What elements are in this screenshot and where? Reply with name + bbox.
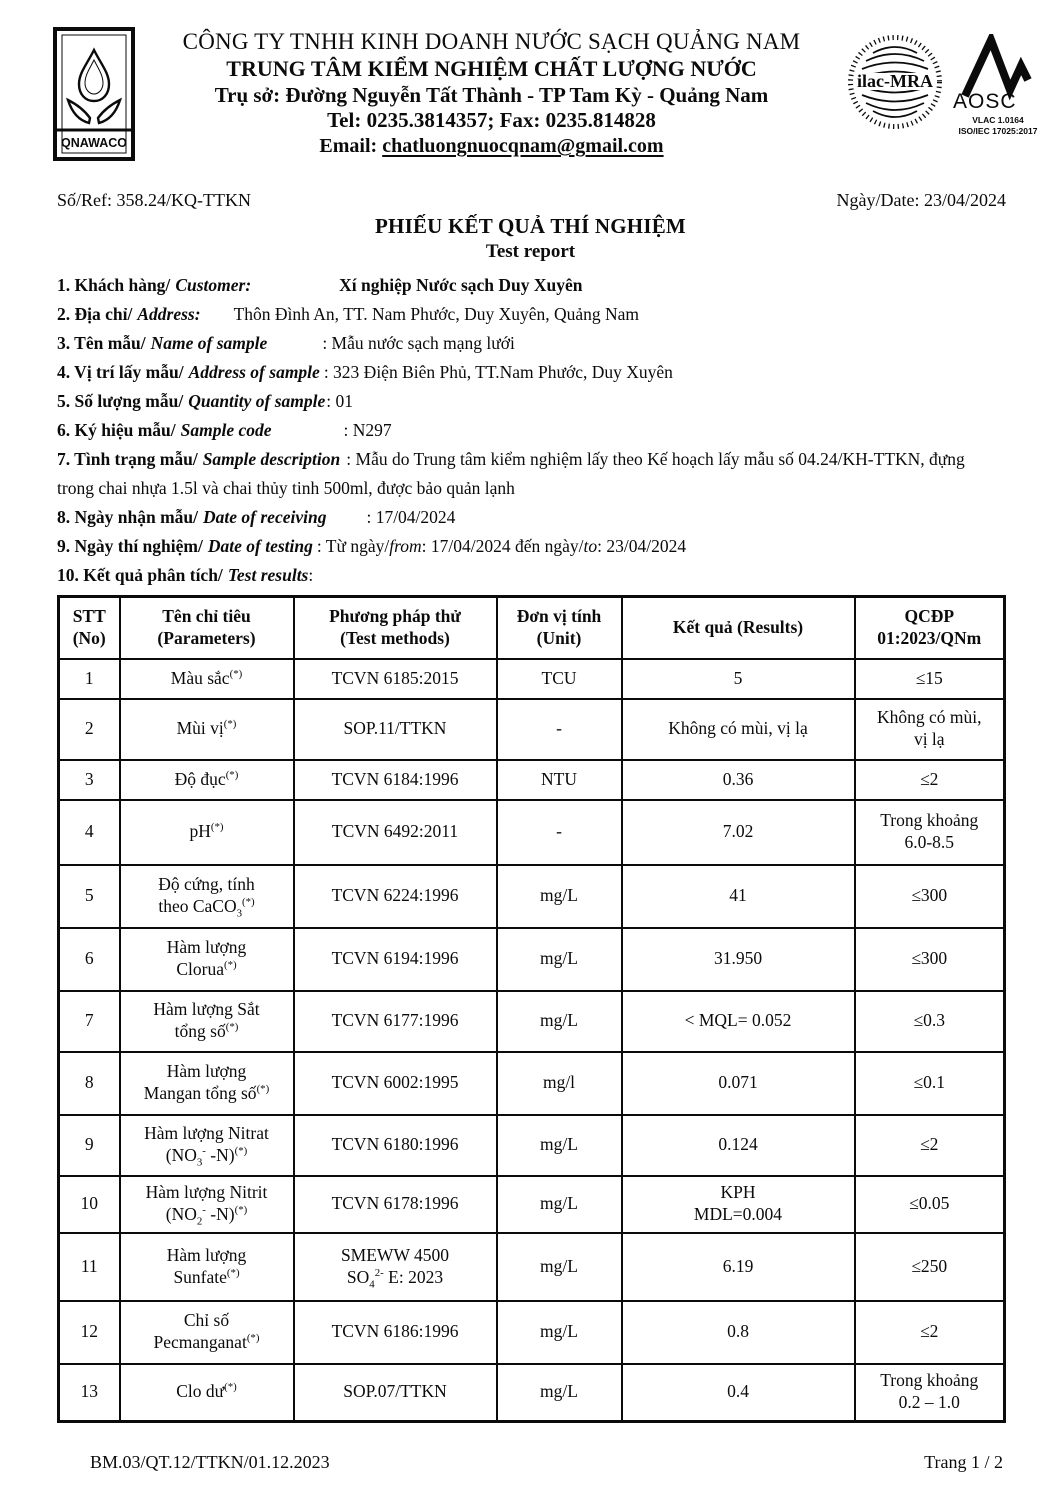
cell-method: TCVN 6184:1996 — [294, 760, 497, 800]
table-row — [59, 760, 1005, 800]
cell-parameter: Hàm lượng Sắt tổng số(*) — [120, 991, 294, 1052]
field-label-vn: 8. Ngày nhận mẫu/ — [57, 507, 199, 527]
cell-no: 13 — [59, 1364, 120, 1422]
cell-parameter: Hàm lượng Mangan tổng số(*) — [120, 1052, 294, 1115]
cell-no: 12 — [59, 1301, 120, 1364]
table-row — [59, 991, 1005, 1052]
field-value: : Từ ngày/from: 17/04/2024 đến ngày/to: 23/04/2024 — [316, 536, 687, 556]
cell-parameter: Màu sắc(*) — [120, 659, 294, 699]
ref-number: Số/Ref: 358.24/KQ-TTKN — [57, 190, 251, 210]
cell-method: TCVN 6194:1996 — [294, 928, 497, 991]
field-label-vn: 3. Tên mẫu/ — [57, 333, 146, 353]
cell-limit: Trong khoảng 6.0-8.5 — [855, 800, 1005, 865]
field-label-vn: 6. Ký hiệu mẫu/ — [57, 420, 176, 440]
table-row — [59, 1052, 1005, 1115]
cell-method: TCVN 6186:1996 — [294, 1301, 497, 1364]
cell-method: TCVN 6185:2015 — [294, 659, 497, 699]
aosc-logo — [953, 34, 1043, 136]
cell-unit: TCU — [497, 659, 622, 699]
field-label-en: Quantity of sample — [188, 391, 326, 411]
cell-limit: Trong khoảng 0.2 – 1.0 — [855, 1364, 1005, 1422]
cell-unit: mg/L — [497, 865, 622, 928]
column-header: Phương pháp thử (Test methods) — [294, 597, 497, 659]
table-row — [59, 1176, 1005, 1233]
field-label-vn: 2. Địa chỉ/ — [57, 304, 133, 324]
cell-method: TCVN 6002:1995 — [294, 1052, 497, 1115]
tel-fax: Tel: 0235.3814357; Fax: 0235.814828 — [327, 108, 656, 133]
iso-standard: ISO/IEC 17025:2017 — [958, 125, 1038, 136]
accreditation-logos — [847, 26, 1043, 174]
field-line — [57, 358, 1004, 387]
ilac-mra-icon — [847, 34, 943, 130]
cell-limit: ≤300 — [855, 865, 1005, 928]
aosc-icon — [953, 34, 1043, 110]
field-label-vn: 1. Khách hàng/ — [57, 275, 171, 295]
field-label-en: Date of receiving — [203, 507, 327, 527]
field-label-en: Name of sample — [150, 333, 268, 353]
field-line — [57, 416, 1004, 445]
cell-result: 0.4 — [622, 1364, 855, 1422]
cell-limit: ≤0.1 — [855, 1052, 1005, 1115]
cell-result: KPH MDL=0.004 — [622, 1176, 855, 1233]
cell-result: Không có mùi, vị lạ — [622, 699, 855, 760]
cell-unit: - — [497, 800, 622, 865]
cell-parameter: pH(*) — [120, 800, 294, 865]
column-header: Kết quả (Results) — [622, 597, 855, 659]
field-spacer — [251, 290, 339, 291]
cell-result: 7.02 — [622, 800, 855, 865]
table-row — [59, 1364, 1005, 1422]
cell-result: 41 — [622, 865, 855, 928]
cell-limit: ≤2 — [855, 1301, 1005, 1364]
cell-method: TCVN 6492:2011 — [294, 800, 497, 865]
field-label-en: Sample code — [180, 420, 272, 440]
cell-unit: NTU — [497, 760, 622, 800]
field-label-en: Address: — [137, 304, 201, 324]
field-value: : — [308, 565, 314, 585]
cell-limit: ≤15 — [855, 659, 1005, 699]
cell-no: 3 — [59, 760, 120, 800]
field-value: Thôn Đình An, TT. Nam Phước, Duy Xuyên, Quảng Nam — [233, 304, 640, 324]
field-label-vn: 7. Tình trạng mẫu/ — [57, 449, 198, 469]
sample-info-fields — [0, 263, 1061, 590]
cell-method: SMEWW 4500 $SO_4^{2-}$ E: 2023 — [294, 1233, 497, 1301]
cell-limit: ≤250 — [855, 1233, 1005, 1301]
table-row — [59, 699, 1005, 760]
field-value: : N297 — [343, 420, 392, 440]
cell-result: 6.19 — [622, 1233, 855, 1301]
cell-method: TCVN 6178:1996 — [294, 1176, 497, 1233]
cell-result: 0.36 — [622, 760, 855, 800]
column-header: Tên chỉ tiêu (Parameters) — [120, 597, 294, 659]
field-label-en: Test results — [227, 565, 309, 585]
field-line — [57, 503, 1004, 532]
center-name: TRUNG TÂM KIỂM NGHIỆM CHẤT LƯỢNG NƯỚC — [226, 56, 757, 82]
doc-date: Ngày/Date: 23/04/2024 — [836, 190, 1006, 210]
table-row — [59, 1233, 1005, 1301]
table-row — [59, 1115, 1005, 1176]
field-spacer — [272, 435, 344, 436]
field-value: Xí nghiệp Nước sạch Duy Xuyên — [339, 275, 583, 295]
cell-unit: mg/L — [497, 1115, 622, 1176]
field-label-en: Sample description — [202, 449, 341, 469]
field-value: : Mẫu nước sạch mạng lưới — [322, 333, 515, 353]
cell-no: 1 — [59, 659, 120, 699]
cell-unit: - — [497, 699, 622, 760]
cell-parameter: Hàm lượng Sunfate(*) — [120, 1233, 294, 1301]
cell-limit: ≤2 — [855, 760, 1005, 800]
column-header: Đơn vị tính (Unit) — [497, 597, 622, 659]
cell-parameter: Độ cứng, tính theo CaCO$_3$(*) — [120, 865, 294, 928]
office-address: Trụ sở: Đường Nguyễn Tất Thành - TP Tam Kỳ - Quảng Nam — [214, 82, 769, 107]
cell-unit: mg/L — [497, 991, 622, 1052]
field-line — [57, 387, 1004, 416]
cell-method: TCVN 6177:1996 — [294, 991, 497, 1052]
field-label-vn: 9. Ngày thí nghiệm/ — [57, 536, 203, 556]
table-row — [59, 800, 1005, 865]
cell-unit: mg/L — [497, 1176, 622, 1233]
email-label: Email: — [319, 135, 378, 158]
cell-result: 0.8 — [622, 1301, 855, 1364]
letterhead-center — [136, 26, 847, 174]
aosc-text: AOSC — [953, 90, 1017, 110]
table-header-row — [59, 597, 1005, 659]
cell-limit: ≤0.3 — [855, 991, 1005, 1052]
table-row — [59, 659, 1005, 699]
ilac-mra-text: ilac-MRA — [857, 71, 933, 91]
qnawaco-logo-icon — [52, 26, 136, 164]
field-line — [57, 300, 1004, 329]
field-line — [57, 532, 1004, 561]
vlac-code: VLAC 1.0164 — [972, 115, 1024, 125]
qnawaco-logo — [52, 26, 136, 174]
cell-limit: ≤300 — [855, 928, 1005, 991]
cell-unit: mg/L — [497, 1364, 622, 1422]
column-header: QCĐP 01:2023/QNm — [855, 597, 1005, 659]
page-subtitle: Test report — [485, 241, 576, 262]
field-spacer — [267, 348, 322, 349]
cell-unit: mg/l — [497, 1052, 622, 1115]
cell-method: TCVN 6224:1996 — [294, 865, 497, 928]
cell-result: 0.071 — [622, 1052, 855, 1115]
cell-limit: ≤0.05 — [855, 1176, 1005, 1233]
cell-method: SOP.11/TTKN — [294, 699, 497, 760]
email-link[interactable]: chatluongnuocqnam@gmail.com — [382, 135, 664, 158]
cell-result: 0.124 — [622, 1115, 855, 1176]
cell-result: 31.950 — [622, 928, 855, 991]
results-table — [57, 595, 1006, 1423]
cell-method: TCVN 6180:1996 — [294, 1115, 497, 1176]
table-row — [59, 928, 1005, 991]
field-label-en: Customer: — [175, 275, 252, 295]
cell-no: 5 — [59, 865, 120, 928]
email-line — [136, 134, 847, 158]
field-value: : 17/04/2024 — [366, 507, 456, 527]
field-value: : 323 Điện Biên Phủ, TT.Nam Phước, Duy Xuyên — [323, 362, 673, 382]
cell-parameter: Chỉ số Pecmanganat(*) — [120, 1301, 294, 1364]
field-label-en: Date of testing — [207, 536, 313, 556]
table-row — [59, 1301, 1005, 1364]
cell-no: 4 — [59, 800, 120, 865]
cell-no: 6 — [59, 928, 120, 991]
cell-no: 2 — [59, 699, 120, 760]
cell-parameter: Hàm lượng Nitrit ($NO_2^-$ -N)(*) — [120, 1176, 294, 1233]
field-line — [57, 561, 1004, 590]
field-label-vn: 4. Vị trí lấy mẫu/ — [57, 362, 184, 382]
cell-no: 10 — [59, 1176, 120, 1233]
cell-no: 8 — [59, 1052, 120, 1115]
form-code: BM.03/QT.12/TTKN/01.12.2023 — [90, 1452, 330, 1472]
cell-unit: mg/L — [497, 928, 622, 991]
column-header: STT (No) — [59, 597, 120, 659]
cell-parameter: Mùi vị(*) — [120, 699, 294, 760]
page-title: PHIẾU KẾT QUẢ THÍ NGHIỆM — [375, 214, 686, 238]
cell-parameter: Độ đục(*) — [120, 760, 294, 800]
field-value: : 01 — [326, 391, 354, 411]
cell-result: 5 — [622, 659, 855, 699]
field-label-vn: 5. Số lượng mẫu/ — [57, 391, 184, 411]
field-spacer — [326, 522, 366, 523]
ref-row — [0, 190, 1061, 211]
cell-no: 7 — [59, 991, 120, 1052]
page-footer — [90, 1452, 1003, 1473]
cell-result: < MQL= 0.052 — [622, 991, 855, 1052]
cell-limit: Không có mùi, vị lạ — [855, 699, 1005, 760]
field-value: : Mẫu do Trung tâm kiểm nghiệm lấy theo Kế hoạch lấy mẫu số 04.24/KH-TTKN, đựng trong chai nhựa 1.5l và chai thủy tinh 500ml, được bảo quản lạnh — [57, 449, 965, 498]
field-line — [57, 329, 1004, 358]
cell-unit: mg/L — [497, 1301, 622, 1364]
cell-parameter: Clo dư(*) — [120, 1364, 294, 1422]
company-name: CÔNG TY TNHH KINH DOANH NƯỚC SẠCH QUẢNG NAM — [182, 29, 801, 54]
letterhead — [0, 0, 1061, 174]
field-line — [57, 445, 1004, 503]
cell-limit: ≤2 — [855, 1115, 1005, 1176]
cell-unit: mg/L — [497, 1233, 622, 1301]
cell-no: 11 — [59, 1233, 120, 1301]
cell-parameter: Hàm lượng Clorua(*) — [120, 928, 294, 991]
field-spacer — [201, 319, 234, 320]
field-label-vn: 10. Kết quả phân tích/ — [57, 565, 223, 585]
table-row — [59, 865, 1005, 928]
field-label-en: Address of sample — [188, 362, 320, 382]
cell-method: SOP.07/TTKN — [294, 1364, 497, 1422]
cell-no: 9 — [59, 1115, 120, 1176]
cell-parameter: Hàm lượng Nitrat ($NO_3^-$ -N)(*) — [120, 1115, 294, 1176]
qnawaco-logo-text: QNAWACO — [61, 136, 127, 150]
page-number: Trang 1 / 2 — [924, 1452, 1003, 1472]
field-line — [57, 271, 1004, 300]
